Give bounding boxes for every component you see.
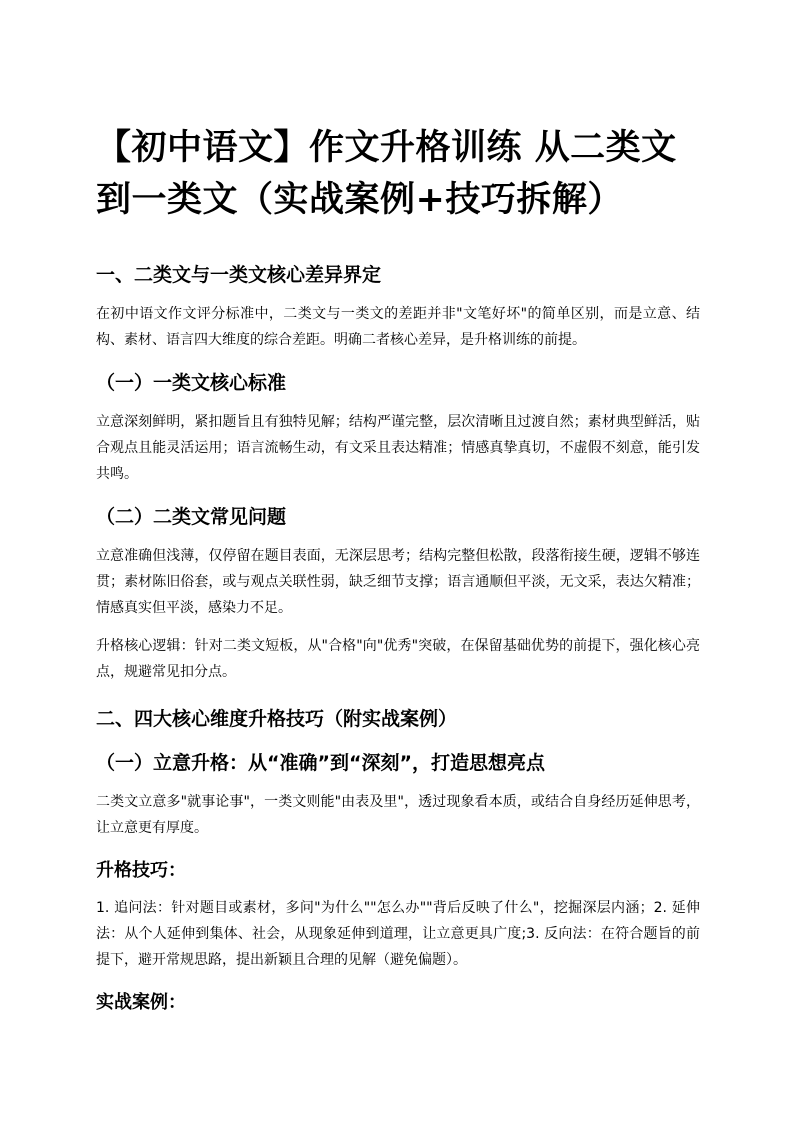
document-page (96, 122, 700, 1027)
upgrade-core-logic: 升格核心逻辑：针对二类文短板，从"合格"向"优秀"突破，在保留基础优势的前提下，强化核心亮点，规避常见扣分点。 (96, 638, 700, 680)
section-2-sub-1-body: 二类文立意多"就事论事"，一类文则能"由表及里"，透过现象看本质，或结合自身经历延伸思考，让立意更有厚度。 (96, 794, 700, 836)
case-study-heading: 实战案例： (96, 992, 186, 1013)
section-1-heading: 一、二类文与一类文核心差异界定 (96, 264, 382, 286)
section-1-intro: 在初中语文作文评分标准中，二类文与一类文的差距并非"文笔好坏"的简单区别，而是立意、结构、素材、语言四大维度的综合差距。明确二者核心差异，是升格训练的前提。 (96, 306, 700, 348)
section-2-sub-1-heading: （一）立意升格：从“准确”到“深刻”，打造思想亮点 (96, 752, 545, 774)
document-title: 【初中语文】作文升格训练 从二类文到一类文（实战案例+技巧拆解） (96, 128, 677, 220)
section-1-sub-1-body: 立意深刻鲜明，紧扣题旨且有独特见解；结构严谨完整，层次清晰且过渡自然；素材典型鲜活，贴合观点且能灵活运用；语言流畅生动，有文采且表达精准；情感真挚真切，不虚假不刻意，能引发共鸣。 (96, 414, 700, 482)
upgrade-tips-body: 1. 追问法：针对题目或素材，多问"为什么""怎么办""背后反映了什么"，挖掘深层内涵；2. 延伸法：从个人延伸到集体、社会，从现象延伸到道理，让立意更具广度;3. 反向法：在符合题旨的前提下，避开常规思路，提出新颖且合理的见解（避免偏题）。 (96, 900, 700, 968)
upgrade-tips-heading: 升格技巧： (96, 860, 186, 881)
section-1-sub-2-body: 立意准确但浅薄，仅停留在题目表面，无深层思考；结构完整但松散，段落衔接生硬，逻辑不够连贯；素材陈旧俗套，或与观点关联性弱，缺乏细节支撑；语言通顺但平淡，无文采，表达欠精准；情感真实但平淡，感染力不足。 (96, 548, 700, 616)
section-2-heading: 二、四大核心维度升格技巧（附实战案例） (96, 708, 458, 730)
section-1-sub-2-heading: （二）二类文常见问题 (96, 506, 287, 528)
section-1-sub-1-heading: （一）一类文核心标准 (96, 372, 287, 394)
